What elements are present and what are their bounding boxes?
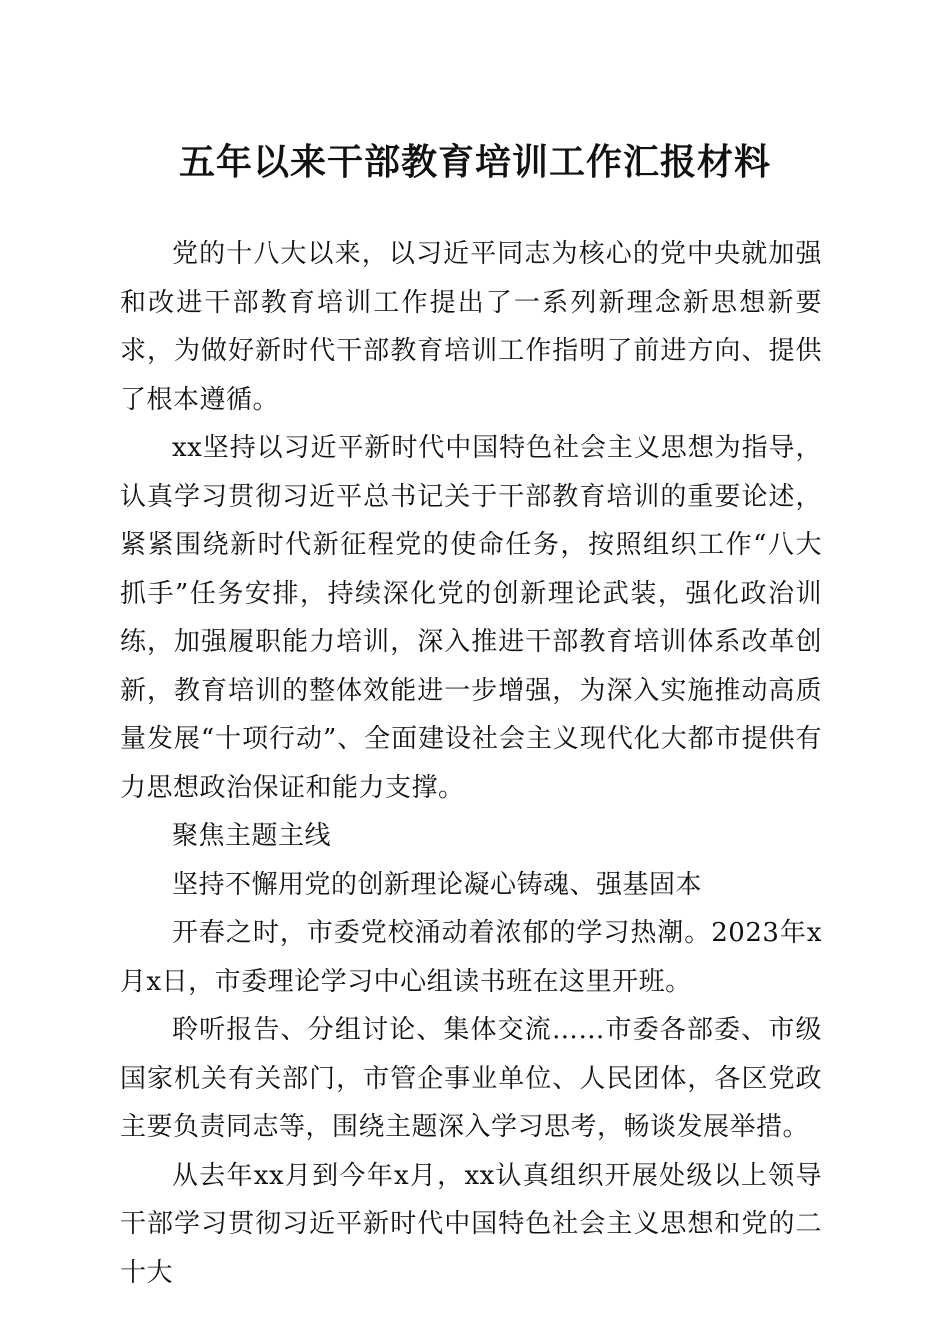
document-body (120, 230, 822, 1297)
paragraph-intro: 党的十八大以来，以习近平同志为核心的党中央就加强和改进干部教育培训工作提出了一系列新理念新思想新要求，为做好新时代干部教育培训工作指明了前进方向、提供了根本遵循。 (120, 239, 822, 415)
document-title: 五年以来干部教育培训工作汇报材料 (178, 141, 771, 183)
paragraph-overview: xx坚持以习近平新时代中国特色社会主义思想为指导，认真学习贯彻习近平总书记关于干部教育培训的重要论述，紧紧围绕新时代新征程党的使命任务，按照组织工作“八大抓手”任务安排，持续深化党的创新理论武装，强化政治训练，加强履职能力培训，深入推进干部教育培训体系改革创新，教育培训的整体效能进一步增强，为深入实施推动高质量发展“十项行动”、全面建设社会主义现代化大都市提供有力思想政治保证和能力支撑。 (120, 433, 822, 803)
paragraph-activities: 聆听报告、分组讨论、集体交流……市委各部委、市级国家机关有关部门，市管企事业单位、人民团体，各区党政主要负责同志等，围绕主题深入学习思考，畅谈发展举措。 (120, 1015, 822, 1142)
paragraph-training: 从去年xx月到今年x月，xx认真组织开展处级以上领导干部学习贯彻习近平新时代中国特色社会主义思想和党的二十大 (120, 1160, 822, 1288)
paragraph-spring: 开春之时，市委党校涌动着浓郁的学习热潮。2023年x月x日，市委理论学习中心组读书班在这里开班。 (120, 918, 822, 997)
section-heading: 聚焦主题主线 (172, 821, 332, 851)
section-subheading: 坚持不懈用党的创新理论凝心铸魂、强基固本 (172, 869, 703, 900)
